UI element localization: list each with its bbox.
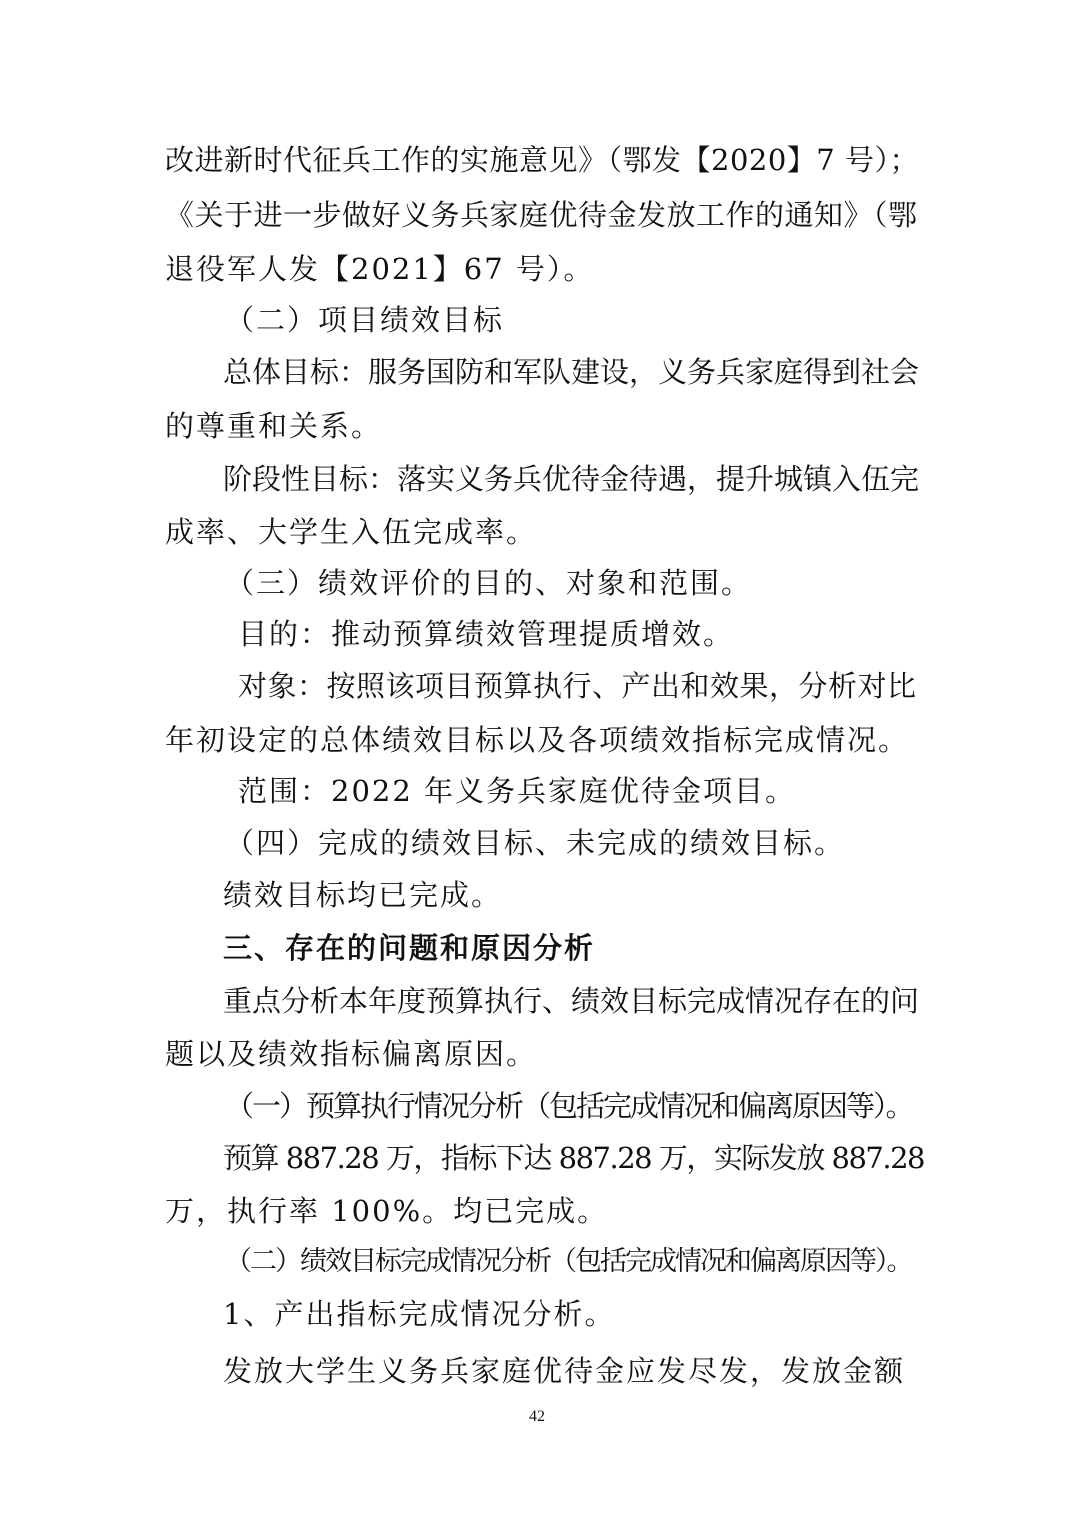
chapter-heading: 三、存在的问题和原因分析 [223,931,596,965]
text-line: 阶段性目标：落实义务兵优待金待遇，提升城镇入伍完 [223,462,920,496]
text-line: 绩效目标均已完成。 [223,878,503,912]
text-line: 发放大学生义务兵家庭优待金应发尽发，发放金额 [223,1354,906,1388]
section-heading: （一）预算执行情况分析（包括完成情况和偏离原因等）。 [225,1089,913,1123]
section-heading: （三）绩效评价的目的、对象和范围。 [225,566,753,600]
text-line: 年初设定的总体绩效目标以及各项绩效指标完成情况。 [165,723,910,757]
text-line: 预算 887.28 万，指标下达 887.28 万，实际发放 887.28 [223,1141,925,1175]
text-line: 范围：2022 年义务兵家庭优待金项目。 [238,774,797,808]
text-line: 1、产出指标完成情况分析。 [223,1297,616,1331]
text-line: 目的：推动预算绩效管理提质增效。 [238,617,735,651]
text-line: 题以及绩效指标偏离原因。 [165,1037,538,1071]
text-line: 总体目标：服务国防和军队建设，义务兵家庭得到社会 [223,355,920,389]
text-line: 重点分析本年度预算执行、绩效目标完成情况存在的问 [223,984,920,1018]
page-number: 42 [529,1408,545,1425]
text-line: 退役军人发【2021】67 号）。 [165,252,595,286]
section-heading: （四）完成的绩效目标、未完成的绩效目标。 [225,826,846,860]
section-heading: （二）项目绩效目标 [225,303,505,337]
text-line: 成率、大学生入伍完成率。 [165,515,538,549]
text-line: 《关于进一步做好义务兵家庭优待金发放工作的通知》（鄂 [165,198,918,232]
text-line: 对象：按照该项目预算执行、产出和效果，分析对比 [238,669,917,703]
text-line: 万，执行率 100%。均已完成。 [165,1194,609,1228]
text-line: 改进新时代征兵工作的实施意见》（鄂发【2020】7 号）； [165,143,919,177]
text-line: 的尊重和关系。 [165,409,383,443]
section-heading: （二）绩效目标完成情况分析（包括完成情况和偏离原因等）。 [225,1246,912,1277]
